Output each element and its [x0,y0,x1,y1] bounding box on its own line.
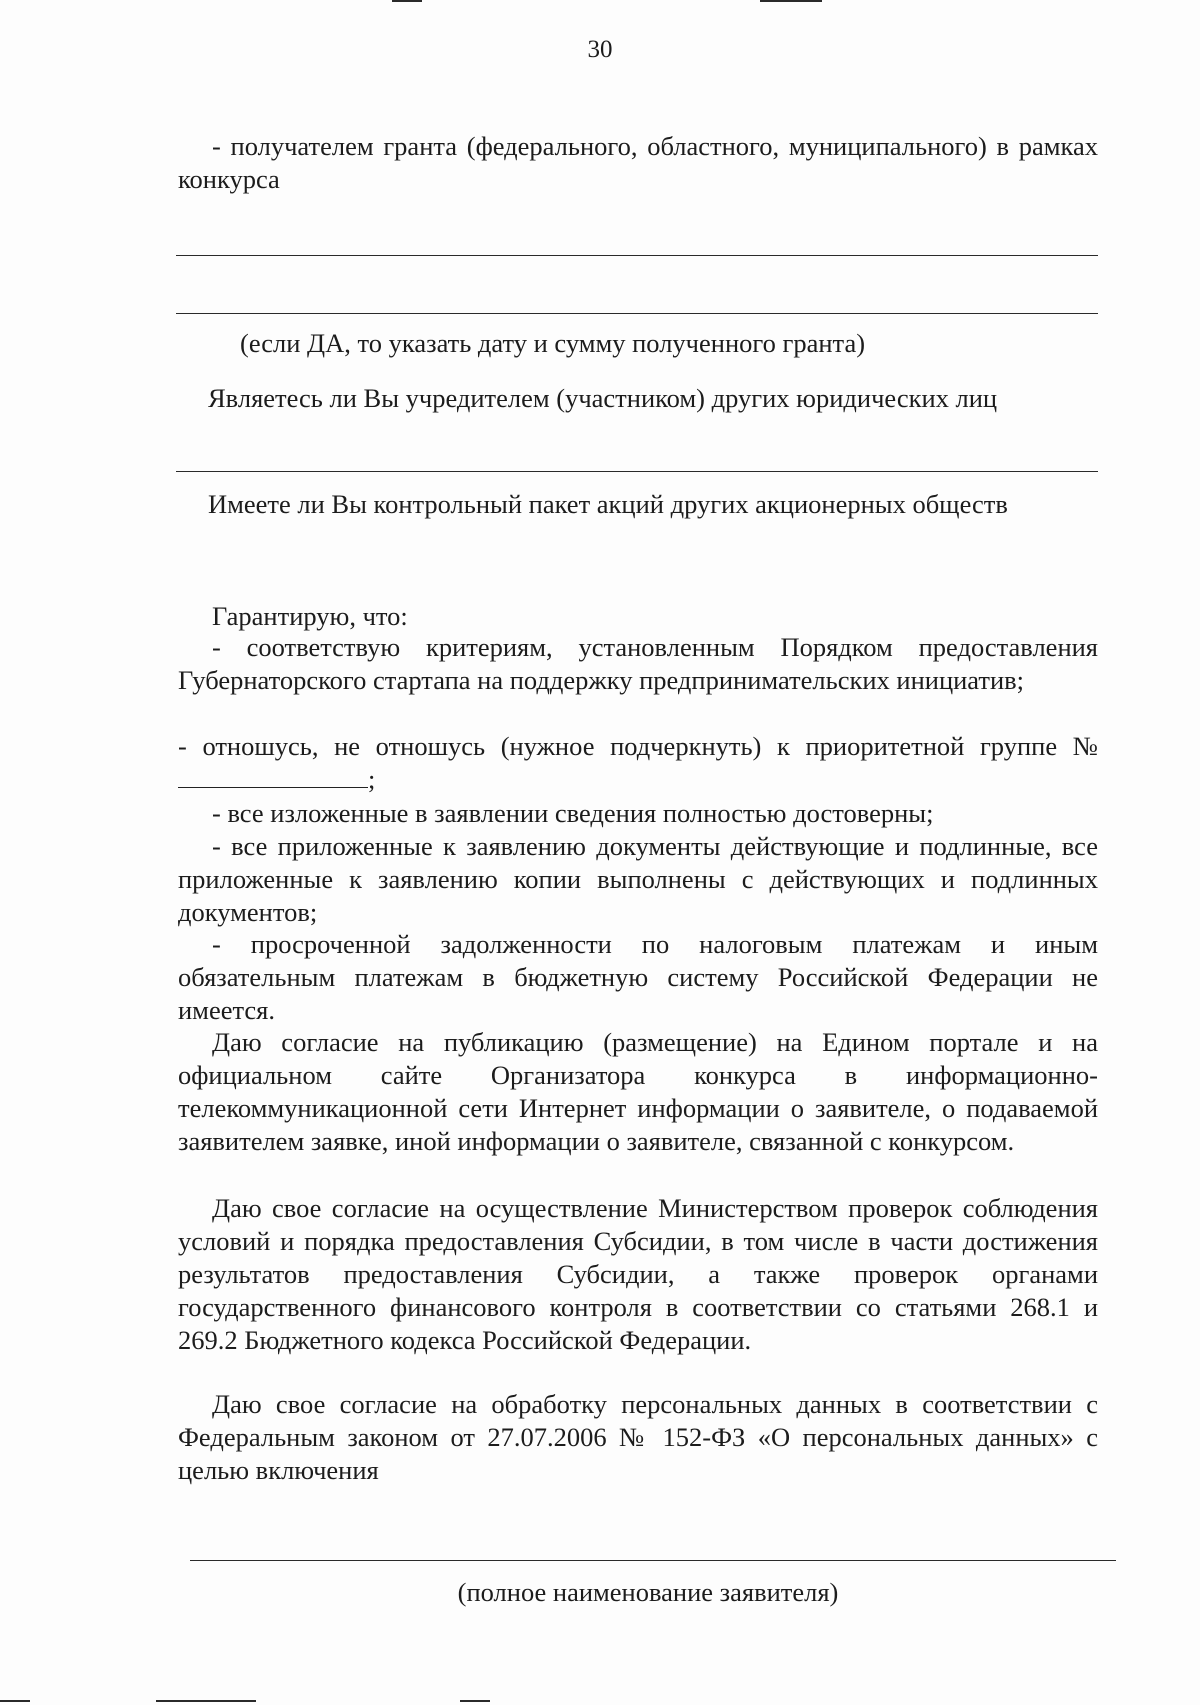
grant-recipient-line: - получателем гранта (федерального, областного, муниципального) в рамках конкурса [178,131,1098,194]
consent-publication: Даю согласие на публикацию (размещение) на Едином портале и на официальном сайте Организатора конкурса в информационно-телекоммуникационной сети Интернет информации о заявителе, о подаваемой заявителем заявке, иной информации о заявителе, связанной с конкурсом. [178,1027,1098,1156]
priority-text: - отношусь, не отношусь (нужное подчеркнуть) к приоритетной группе № [178,731,1098,761]
guarantee-intro: Гарантирую, что: [212,601,408,631]
guarantee-priority [178,730,1098,796]
scan-mark-bottom-3 [460,1700,490,1702]
applicant-hint: (полное наименование заявителя) [457,1577,839,1607]
founder-fill-line[interactable] [176,471,1098,472]
applicant-fill-line[interactable] [190,1560,1116,1561]
scan-mark-bottom-1 [0,1700,30,1702]
founder-question: Являетесь ли Вы учредителем (участником) других юридических лиц [208,383,998,413]
priority-suffix: ; [368,764,376,794]
grant-hint: (если ДА, то указать дату и сумму полученного гранта) [240,328,866,358]
scan-mark-top-left [392,0,422,2]
guarantee-info: - все изложенные в заявлении сведения полностью достоверны; [212,798,934,828]
grant-fill-line-1[interactable] [176,255,1098,256]
guarantee-debt: - просроченной задолженности по налоговым платежам и иным обязательным платежам в бюджетную систему Российской Федерации не имеется. [178,929,1098,1025]
scan-mark-top-right [760,0,822,2]
grant-fill-line-2[interactable] [176,313,1098,314]
scan-mark-bottom-2 [156,1700,256,1702]
guarantee-criteria: - соответствую критериям, установленным Порядком предоставления Губернаторского стартапа на поддержку предпринимательских инициатив; [178,632,1098,695]
shares-question: Имеете ли Вы контрольный пакет акций других акционерных обществ [208,489,1008,519]
consent-checks: Даю свое согласие на осуществление Министерством проверок соблюдения условий и порядка предоставления Субсидии, в том числе в части достижения результатов предоставления Субсидии, а также проверок органами государственного финансового контроля в соответствии со статьями 268.1 и 269.2 Бюджетного кодекса Российской Федерации. [178,1193,1098,1355]
page-number: 30 [587,36,613,63]
priority-group-blank[interactable] [178,765,368,788]
guarantee-docs: - все приложенные к заявлению документы действующие и подлинные, все приложенные к заявлению копии выполнены с действующих и подлинных документов; [178,831,1098,927]
consent-personal: Даю свое согласие на обработку персональных данных в соответствии с Федеральным законом от 27.07.2006 № 152-ФЗ «О персональных данных» с целью включения [178,1389,1098,1485]
